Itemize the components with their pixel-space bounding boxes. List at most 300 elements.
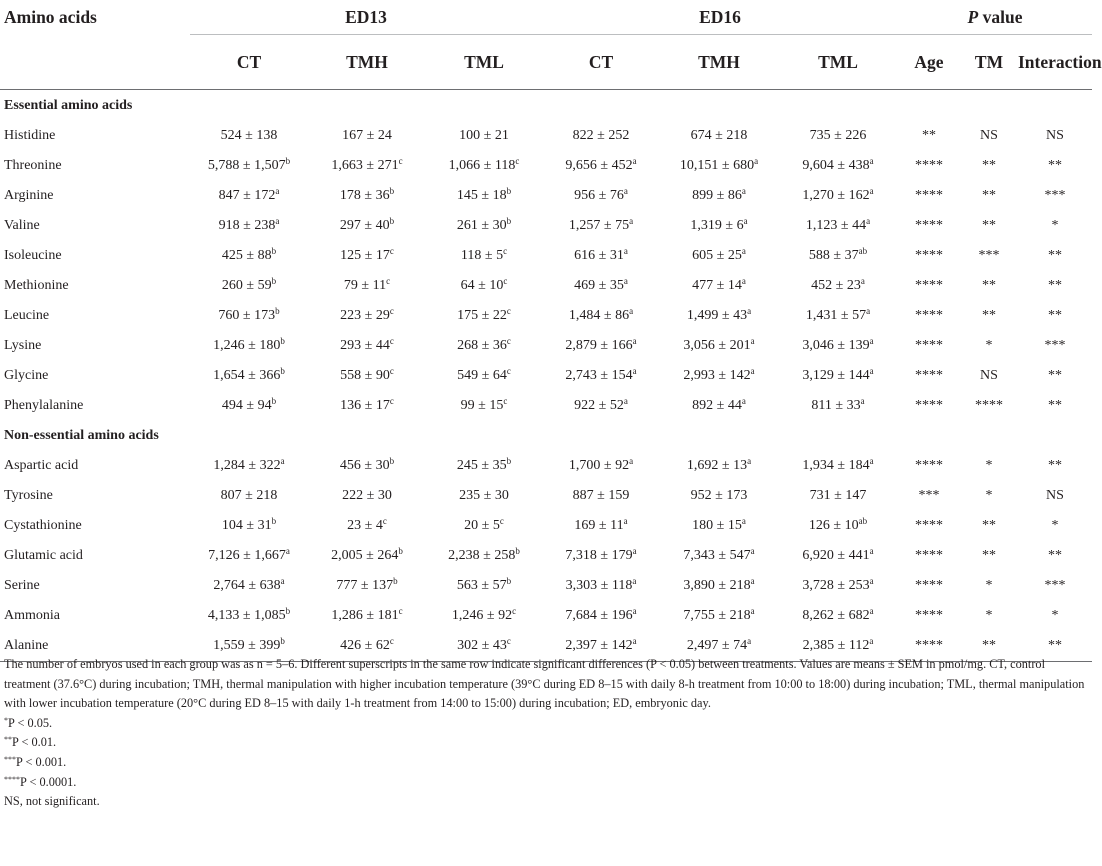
mean-sem: 3,890 ± 218 (683, 578, 751, 593)
table-row (0, 481, 1092, 511)
mean-sem: 1,246 ± 92 (451, 608, 513, 623)
mean-sem: 2,238 ± 258 (448, 548, 516, 563)
value-cell (660, 451, 778, 481)
p-age (898, 511, 960, 541)
significance-letter: ab (858, 246, 868, 256)
value-cell (426, 151, 542, 181)
p-value-mark: ** (1048, 398, 1062, 413)
value-cell (308, 481, 426, 511)
mean-sem: 1,934 ± 184 (802, 458, 870, 473)
significance-letter: b (506, 186, 512, 196)
value-cell (190, 361, 308, 391)
significance-letter: a (869, 456, 874, 466)
p-age (898, 301, 960, 331)
value-cell (778, 481, 898, 511)
p-age (898, 241, 960, 271)
p-value-mark: NS (980, 128, 998, 143)
value-cell (778, 331, 898, 361)
section-row (0, 90, 1092, 122)
table-row (0, 451, 1092, 481)
significance-letter: a (747, 306, 752, 316)
mean-sem: 104 ± 31 (221, 518, 272, 533)
p-value-mark: **** (915, 188, 943, 203)
amino-acid-name: Valine (4, 218, 40, 233)
significance-letter: a (632, 546, 637, 556)
table-row (0, 121, 1092, 151)
table-row (0, 391, 1092, 421)
mean-sem: 1,286 ± 181 (331, 608, 399, 623)
significance-letter: c (398, 156, 403, 166)
value-cell (778, 181, 898, 211)
mean-sem: 847 ± 172 (218, 188, 276, 203)
value-cell (542, 151, 660, 181)
mean-sem: 588 ± 37 (808, 248, 859, 263)
significance-letter: c (515, 156, 520, 166)
value-cell (542, 571, 660, 601)
significance-letter: b (271, 276, 277, 286)
footnote-mark: * (4, 715, 8, 725)
significance-letter: c (389, 636, 394, 646)
p-value-mark: **** (915, 218, 943, 233)
mean-sem: 7,684 ± 196 (565, 608, 633, 623)
significance-letter: a (750, 546, 755, 556)
p-interaction (1018, 211, 1092, 241)
mean-sem: 125 ± 17 (340, 248, 390, 263)
value-cell (426, 451, 542, 481)
mean-sem: 245 ± 35 (456, 458, 507, 473)
value-cell (190, 241, 308, 271)
mean-sem: 616 ± 31 (574, 248, 624, 263)
significance-letter: a (741, 186, 746, 196)
value-cell (426, 511, 542, 541)
amino-acid-name: Phenylalanine (4, 398, 84, 413)
col-header-ed13-tml: TML (426, 35, 542, 90)
mean-sem: 1,270 ± 162 (802, 188, 870, 203)
p-age (898, 151, 960, 181)
significance-letter: a (632, 606, 637, 616)
p-value-mark: ** (1048, 158, 1062, 173)
p-age (898, 331, 960, 361)
p-value-mark: * (1051, 218, 1059, 233)
col-header-tm: TM (960, 35, 1018, 90)
significance-letter: a (629, 216, 634, 226)
amino-acid-name: Leucine (4, 308, 50, 323)
p-value-italic: P (967, 6, 979, 27)
p-age (898, 361, 960, 391)
mean-sem: 452 ± 23 (811, 278, 861, 293)
p-tm (960, 541, 1018, 571)
mean-sem: 7,755 ± 218 (683, 608, 751, 623)
value-cell (426, 301, 542, 331)
significance-letter: c (389, 306, 394, 316)
p-interaction (1018, 331, 1092, 361)
p-tm (960, 571, 1018, 601)
significance-letter: b (506, 216, 512, 226)
value-cell (778, 241, 898, 271)
mean-sem: 9,656 ± 452 (565, 158, 633, 173)
p-interaction (1018, 391, 1092, 421)
mean-sem: 735 ± 226 (809, 128, 867, 143)
footnote-main: The number of embryos used in each group was as n = 5–6. Different superscripts in the same row indicate significant differences (P < 0.05) between treatments. Values are means ± SEM in pmol/mg. CT, control treatment (37.6°C) during incubation; TMH, thermal manipulation with higher incubation temperature (39°C during ED 8–15 with daily 8-h treatment from 10:00 to 18:00) during incubation; TML, thermal manipulation with lower incubation temperature (20°C during ED 8–15 with daily 1-h treatment from 14:00 to 15:00) during incubation; ED, embryonic day. (4, 657, 1085, 711)
significance-letter: c (506, 306, 511, 316)
significance-letter: a (869, 606, 874, 616)
table-row (0, 301, 1092, 331)
value-cell (778, 271, 898, 301)
p-tm (960, 601, 1018, 631)
mean-sem: 674 ± 218 (690, 128, 748, 143)
p-value-mark: *** (978, 248, 1000, 263)
mean-sem: 1,319 ± 6 (690, 218, 744, 233)
value-cell (308, 151, 426, 181)
significance-letter: ab (858, 516, 868, 526)
value-cell (426, 211, 542, 241)
value-cell (190, 121, 308, 151)
mean-sem: 2,005 ± 264 (331, 548, 399, 563)
mean-sem: 494 ± 94 (221, 398, 272, 413)
significance-letter: b (271, 516, 277, 526)
p-interaction (1018, 151, 1092, 181)
table-row (0, 271, 1092, 301)
p-tm (960, 181, 1018, 211)
p-value-mark: **** (915, 578, 943, 593)
significance-letter: b (280, 336, 285, 346)
p-value-mark: **** (915, 248, 943, 263)
mean-sem: 2,385 ± 112 (802, 638, 870, 653)
mean-sem: 64 ± 10 (460, 278, 504, 293)
p-interaction (1018, 301, 1092, 331)
mean-sem: 260 ± 59 (221, 278, 272, 293)
significance-letter: a (632, 156, 637, 166)
value-cell (542, 601, 660, 631)
significance-letter: a (632, 636, 637, 646)
p-value-mark: *** (1044, 188, 1066, 203)
col-header-interaction: Interaction (1018, 35, 1092, 90)
mean-sem: 918 ± 238 (218, 218, 276, 233)
value-cell (426, 481, 542, 511)
mean-sem: 100 ± 21 (459, 128, 509, 143)
p-value-mark: **** (915, 608, 943, 623)
value-cell (190, 301, 308, 331)
table-row (0, 151, 1092, 181)
mean-sem: 3,303 ± 118 (565, 578, 633, 593)
value-cell (542, 181, 660, 211)
value-cell (308, 451, 426, 481)
p-value-mark: *** (1044, 578, 1066, 593)
mean-sem: 469 ± 35 (574, 278, 624, 293)
value-cell (660, 241, 778, 271)
value-cell (660, 331, 778, 361)
p-tm (960, 361, 1018, 391)
table-row (0, 211, 1092, 241)
p-value-mark: ** (1048, 248, 1062, 263)
mean-sem: 175 ± 22 (457, 308, 507, 323)
value-cell (542, 301, 660, 331)
significance-letter: b (398, 546, 403, 556)
p-tm (960, 331, 1018, 361)
value-cell (660, 151, 778, 181)
p-value-mark: * (985, 458, 993, 473)
footnote-mark: *** (4, 754, 16, 764)
mean-sem: 293 ± 44 (340, 338, 390, 353)
group-header-ed13: ED13 (190, 0, 542, 35)
p-value-mark: NS (1046, 128, 1064, 143)
amino-acid-name: Glycine (4, 368, 49, 383)
value-cell (426, 121, 542, 151)
value-cell (190, 511, 308, 541)
p-value-mark: **** (915, 308, 943, 323)
p-value-mark: ** (1048, 308, 1062, 323)
mean-sem: 79 ± 11 (343, 278, 387, 293)
p-tm (960, 151, 1018, 181)
significance-letter: c (503, 246, 508, 256)
value-cell (542, 121, 660, 151)
significance-letter: a (632, 576, 637, 586)
mean-sem: 302 ± 43 (457, 638, 507, 653)
value-cell (190, 451, 308, 481)
significance-letter: a (623, 186, 628, 196)
significance-letter: a (750, 576, 755, 586)
mean-sem: 2,764 ± 638 (213, 578, 281, 593)
value-cell (308, 361, 426, 391)
value-cell (660, 121, 778, 151)
p-age (898, 451, 960, 481)
footnote-ns: NS, not significant. (4, 794, 100, 809)
value-cell (308, 541, 426, 571)
p-value-mark: ** (1048, 458, 1062, 473)
p-age (898, 541, 960, 571)
p-interaction (1018, 541, 1092, 571)
significance-letter: a (750, 606, 755, 616)
col-header-ed16-tmh: TMH (660, 35, 778, 90)
value-cell (190, 571, 308, 601)
value-cell (660, 211, 778, 241)
value-cell (308, 301, 426, 331)
value-cell (190, 481, 308, 511)
significance-letter: a (741, 396, 746, 406)
value-cell (660, 571, 778, 601)
mean-sem: 426 ± 62 (340, 638, 390, 653)
significance-letter: b (389, 186, 395, 196)
significance-letter: a (860, 276, 865, 286)
mean-sem: 892 ± 44 (692, 398, 742, 413)
value-cell (190, 541, 308, 571)
p-value-mark: * (1051, 608, 1059, 623)
mean-sem: 1,123 ± 44 (805, 218, 867, 233)
p-age (898, 211, 960, 241)
value-cell (778, 361, 898, 391)
p-value-mark: * (1051, 518, 1059, 533)
mean-sem: 5,788 ± 1,507 (207, 158, 286, 173)
value-cell (190, 601, 308, 631)
p-age (898, 601, 960, 631)
col-header-age: Age (898, 35, 960, 90)
value-cell (308, 271, 426, 301)
mean-sem: 456 ± 30 (339, 458, 390, 473)
significance-letter: a (623, 246, 628, 256)
p-tm (960, 511, 1018, 541)
mean-sem: 136 ± 17 (340, 398, 390, 413)
significance-letter: a (866, 216, 871, 226)
significance-letter: a (869, 366, 874, 376)
significance-letter: a (275, 186, 280, 196)
value-cell (660, 511, 778, 541)
value-cell (542, 541, 660, 571)
p-value-mark: **** (915, 398, 943, 413)
footnote-text: P < 0.001. (16, 754, 67, 769)
significance-letter: a (869, 636, 874, 646)
significance-letter: a (280, 456, 285, 466)
value-cell (778, 391, 898, 421)
p-value-mark: ** (982, 308, 996, 323)
significance-letter: c (503, 276, 508, 286)
significance-letter: a (741, 516, 746, 526)
section-title: Non-essential amino acids (4, 428, 159, 443)
value-cell (660, 271, 778, 301)
value-cell (426, 571, 542, 601)
p-value-mark: **** (915, 638, 943, 653)
table-row (0, 601, 1092, 631)
mean-sem: 3,046 ± 139 (802, 338, 870, 353)
significance-letter: b (389, 216, 395, 226)
significance-letter: c (398, 606, 403, 616)
p-value-mark: ** (922, 128, 936, 143)
value-cell (308, 331, 426, 361)
mean-sem: 126 ± 10 (808, 518, 859, 533)
significance-letter: a (743, 216, 748, 226)
p-value-mark: ** (1048, 368, 1062, 383)
p-age (898, 271, 960, 301)
value-cell (190, 271, 308, 301)
footnote-text: P < 0.05. (8, 715, 53, 730)
significance-letter: c (389, 246, 394, 256)
col-header-ed13-ct: CT (190, 35, 308, 90)
table-row (0, 181, 1092, 211)
value-cell (190, 331, 308, 361)
significance-letter: c (506, 366, 511, 376)
value-cell (542, 481, 660, 511)
significance-letter: a (280, 576, 285, 586)
significance-letter: c (499, 516, 504, 526)
p-value-mark: * (985, 608, 993, 623)
mean-sem: 760 ± 173 (218, 308, 276, 323)
group-header-p-value (898, 0, 1092, 35)
value-cell (542, 241, 660, 271)
p-age (898, 481, 960, 511)
significance-letter: a (623, 276, 628, 286)
value-cell (308, 601, 426, 631)
significance-letter: a (632, 366, 637, 376)
mean-sem: 524 ± 138 (220, 128, 278, 143)
p-value-mark: * (985, 488, 993, 503)
significance-letter: b (515, 546, 520, 556)
amino-acid-name: Methionine (4, 278, 69, 293)
significance-letter: c (382, 516, 387, 526)
value-cell (778, 211, 898, 241)
significance-letter: a (860, 396, 865, 406)
significance-letter: a (629, 306, 634, 316)
amino-acid-name: Aspartic acid (4, 458, 79, 473)
mean-sem: 558 ± 90 (340, 368, 390, 383)
value-cell (542, 271, 660, 301)
value-cell (778, 451, 898, 481)
significance-letter: a (869, 546, 874, 556)
p-interaction (1018, 451, 1092, 481)
mean-sem: 1,499 ± 43 (686, 308, 748, 323)
p-value-mark: **** (975, 398, 1003, 413)
significance-letter: c (506, 636, 511, 646)
significance-letter: a (623, 516, 628, 526)
value-cell (660, 301, 778, 331)
p-value-mark: **** (915, 338, 943, 353)
footnote-significance (4, 714, 1088, 734)
p-value-mark: ** (982, 188, 996, 203)
p-value-mark: ** (982, 638, 996, 653)
significance-letter: c (506, 336, 511, 346)
value-cell (542, 451, 660, 481)
mean-sem: 3,056 ± 201 (683, 338, 751, 353)
value-cell (660, 481, 778, 511)
value-cell (308, 241, 426, 271)
mean-sem: 178 ± 36 (339, 188, 390, 203)
significance-letter: a (869, 336, 874, 346)
value-cell (308, 121, 426, 151)
p-age (898, 571, 960, 601)
amino-acid-name: Isoleucine (4, 248, 62, 263)
mean-sem: 118 ± 5 (460, 248, 504, 263)
mean-sem: 3,129 ± 144 (802, 368, 870, 383)
amino-acid-name: Histidine (4, 128, 56, 143)
p-tm (960, 211, 1018, 241)
mean-sem: 605 ± 25 (692, 248, 742, 263)
p-interaction (1018, 361, 1092, 391)
mean-sem: 6,920 ± 441 (802, 548, 870, 563)
amino-acid-name: Tyrosine (4, 488, 53, 503)
amino-acid-name: Lysine (4, 338, 42, 353)
mean-sem: 777 ± 137 (336, 578, 394, 593)
p-tm (960, 271, 1018, 301)
header-row-groups (0, 0, 1092, 35)
mean-sem: 7,343 ± 547 (683, 548, 751, 563)
mean-sem: 922 ± 52 (574, 398, 624, 413)
value-cell (778, 571, 898, 601)
value-cell (426, 391, 542, 421)
amino-acid-name: Serine (4, 578, 40, 593)
mean-sem: 1,066 ± 118 (448, 158, 516, 173)
value-cell (308, 211, 426, 241)
table-body (0, 90, 1092, 662)
p-value-mark: ** (982, 278, 996, 293)
significance-letter: b (285, 606, 291, 616)
mean-sem: 268 ± 36 (457, 338, 507, 353)
p-value-mark: ** (1048, 638, 1062, 653)
significance-letter: b (275, 306, 280, 316)
mean-sem: 899 ± 86 (692, 188, 742, 203)
mean-sem: 822 ± 252 (572, 128, 630, 143)
significance-letter: a (629, 456, 634, 466)
mean-sem: 2,397 ± 142 (565, 638, 633, 653)
significance-letter: b (280, 636, 285, 646)
p-interaction (1018, 181, 1092, 211)
table-row (0, 571, 1092, 601)
mean-sem: 1,700 ± 92 (568, 458, 630, 473)
mean-sem: 8,262 ± 682 (802, 608, 870, 623)
mean-sem: 1,431 ± 57 (805, 308, 867, 323)
footnote-significance (4, 733, 1088, 753)
mean-sem: 956 ± 76 (574, 188, 624, 203)
p-value-mark: * (985, 578, 993, 593)
significance-letter: b (280, 366, 285, 376)
mean-sem: 235 ± 30 (459, 488, 509, 503)
